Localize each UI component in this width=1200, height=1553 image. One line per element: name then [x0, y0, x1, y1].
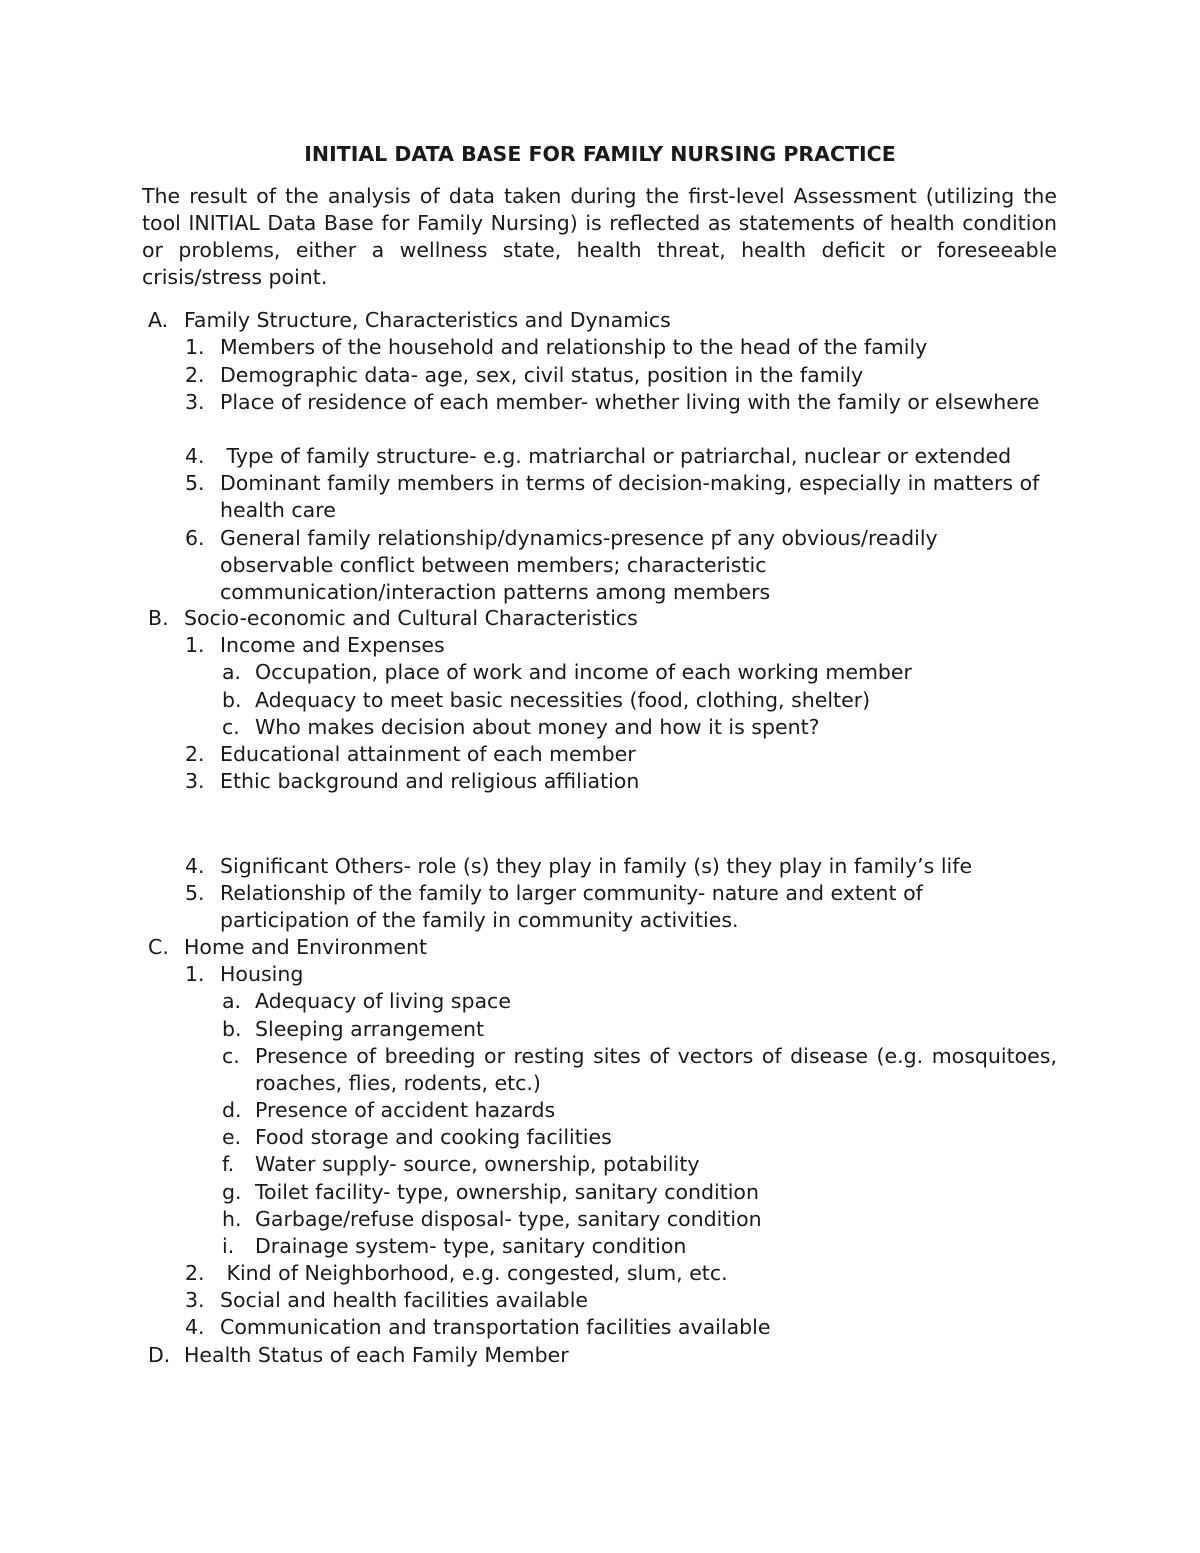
item-marker: 5.	[185, 471, 205, 495]
item-text: Relationship of the family to larger community- nature and extent of participation of the family in community activities.	[220, 881, 923, 932]
item-text: Type of family structure- e.g. matriarchal or patriarchal, nuclear or extended	[220, 444, 1012, 468]
section-heading: Health Status of each Family Member	[184, 1343, 569, 1367]
item-marker: 6.	[185, 526, 205, 550]
subitem-marker: c.	[222, 1044, 240, 1068]
subitem-text: Sleeping arrangement	[255, 1017, 485, 1041]
subitem-text: Presence of accident hazards	[255, 1098, 556, 1122]
page-title: INITIAL DATA BASE FOR FAMILY NURSING PRACTICE	[304, 142, 896, 166]
subitem-marker: d.	[222, 1098, 242, 1122]
item-text: Social and health facilities available	[220, 1288, 588, 1312]
item-text: General family relationship/dynamics-presence pf any obvious/readily observable conflict between members; characteristic communication/interaction patterns among members	[220, 526, 938, 604]
subitem-text: Water supply- source, ownership, potability	[255, 1152, 700, 1176]
section-marker: C.	[148, 935, 169, 959]
item-marker: 2.	[185, 1261, 205, 1285]
subitem-text: Toilet facility- type, ownership, sanitary condition	[255, 1180, 759, 1204]
item-marker: 1.	[185, 962, 205, 986]
section-marker: A.	[148, 308, 169, 332]
item-text: Kind of Neighborhood, e.g. congested, slum, etc.	[220, 1261, 728, 1285]
subitem-marker: i.	[222, 1234, 235, 1258]
item-text: Housing	[220, 962, 304, 986]
subitem-marker: a.	[222, 660, 242, 684]
section-heading: Socio-economic and Cultural Characteristics	[184, 606, 638, 630]
item-marker: 4.	[185, 854, 205, 878]
section-marker: B.	[148, 606, 169, 630]
item-marker: 3.	[185, 769, 205, 793]
intro-paragraph: The result of the analysis of data taken during the first-level Assessment (utilizing the tool INITIAL Data Base for Family Nursing) is reflected as statements of health condition or problems, either a wellness state, health threat, health deficit or foreseeable crisis/stress point.	[142, 184, 1057, 289]
subitem-text: Presence of breeding or resting sites of vectors of disease (e.g. mosquitoes, roaches, flies, rodents, etc.)	[255, 1044, 1057, 1095]
section-heading: Home and Environment	[184, 935, 428, 959]
item-marker: 4.	[185, 1315, 205, 1339]
subitem-text: Who makes decision about money and how it is spent?	[255, 715, 820, 739]
subitem-marker: b.	[222, 688, 242, 712]
item-text: Members of the household and relationship to the head of the family	[220, 335, 928, 359]
subitem-marker: a.	[222, 989, 242, 1013]
item-marker: 1.	[185, 633, 205, 657]
item-text: Educational attainment of each member	[220, 742, 636, 766]
subitem-marker: b.	[222, 1017, 242, 1041]
item-marker: 3.	[185, 390, 205, 414]
subitem-text: Food storage and cooking facilities	[255, 1125, 612, 1149]
subitem-marker: h.	[222, 1207, 242, 1231]
subitem-marker: f.	[222, 1152, 235, 1176]
subitem-text: Garbage/refuse disposal- type, sanitary condition	[255, 1207, 762, 1231]
item-marker: 3.	[185, 1288, 205, 1312]
item-marker: 2.	[185, 363, 205, 387]
subitem-marker: c.	[222, 715, 240, 739]
section-heading: Family Structure, Characteristics and Dynamics	[184, 308, 671, 332]
item-marker: 2.	[185, 742, 205, 766]
section-marker: D.	[148, 1343, 171, 1367]
item-text: Dominant family members in terms of decision-making, especially in matters of health care	[220, 471, 1040, 522]
item-marker: 4.	[185, 444, 205, 468]
item-text: Ethic background and religious affiliation	[220, 769, 640, 793]
subitem-marker: e.	[222, 1125, 242, 1149]
subitem-marker: g.	[222, 1180, 242, 1204]
item-marker: 5.	[185, 881, 205, 905]
item-text: Significant Others- role (s) they play in family (s) they play in family’s life	[220, 854, 973, 878]
subitem-text: Drainage system- type, sanitary condition	[255, 1234, 687, 1258]
item-text: Communication and transportation facilities available	[220, 1315, 771, 1339]
item-text: Income and Expenses	[220, 633, 445, 657]
subitem-text: Adequacy to meet basic necessities (food, clothing, shelter)	[255, 688, 871, 712]
subitem-text: Adequacy of living space	[255, 989, 511, 1013]
subitem-text: Occupation, place of work and income of each working member	[255, 660, 912, 684]
item-text: Demographic data- age, sex, civil status, position in the family	[220, 363, 864, 387]
item-marker: 1.	[185, 335, 205, 359]
item-text: Place of residence of each member- whether living with the family or elsewhere	[220, 390, 1040, 414]
